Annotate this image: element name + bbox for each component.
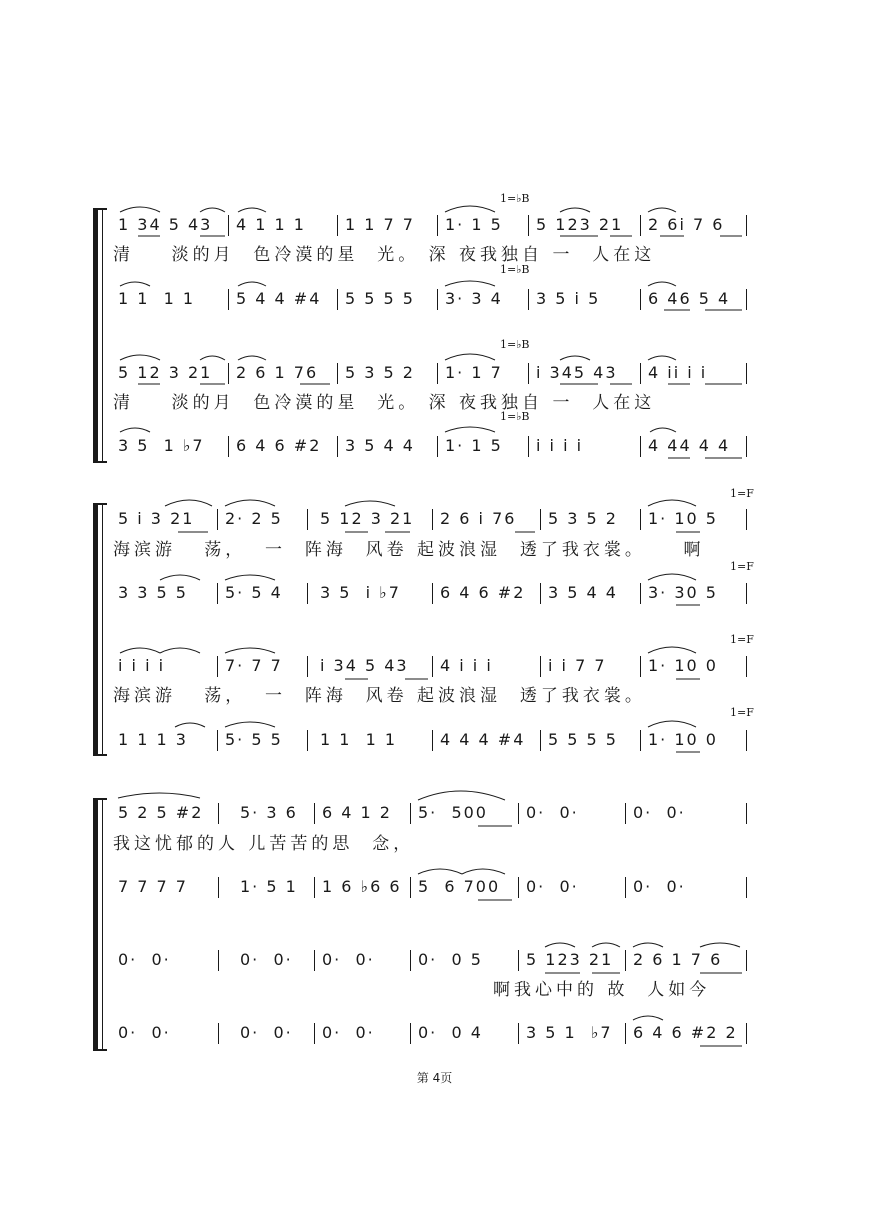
measure: 0· 0· xyxy=(526,803,579,822)
measure: 4 ii i i xyxy=(648,363,708,382)
measure: 5 6 700 xyxy=(418,877,501,896)
key-change-label: 1=♭B xyxy=(500,410,530,423)
lyrics-text: 清 淡的月 色冷漠的星 光。 深 夜我独自 一 人在这 xyxy=(113,393,656,413)
measure: 0· 0· xyxy=(633,877,686,896)
measure: 3 5 4 4 xyxy=(548,583,618,602)
measure: 5 3 5 2 xyxy=(548,509,618,528)
measure: 1 1 1 1 xyxy=(118,289,196,308)
measure: i i i i xyxy=(536,436,584,455)
measure: 4 44 4 4 xyxy=(648,436,731,455)
measure: 4 4 4 #4 xyxy=(440,730,526,749)
measure: 3 3 5 5 xyxy=(118,583,188,602)
measure: 6 4 6 #2 xyxy=(236,436,322,455)
key-change-label: 1=F xyxy=(730,633,754,646)
measure: 4 1 1 1 xyxy=(236,215,306,234)
measure: 5· 500 xyxy=(418,803,488,822)
measure: 3 5 1 ♭7 xyxy=(118,436,205,455)
measure: 1 34 5 43 xyxy=(118,215,213,234)
lyrics-text: 海滨游 荡， 一 阵海 风卷 起波浪湿 透了我衣裳。 xyxy=(113,686,646,706)
measure: 3 5 4 4 xyxy=(345,436,415,455)
measure: 2 6 1 7 6 xyxy=(633,950,723,969)
measure: 0· 0· xyxy=(322,950,375,969)
measure: 2 6 1 76 xyxy=(236,363,319,382)
measure: 5 12 3 21 xyxy=(320,509,415,528)
lyrics-text: 啊我心中的 故 人如今 xyxy=(493,980,711,1000)
measure: 0· 0· xyxy=(240,950,293,969)
measure: 0· 0· xyxy=(633,803,686,822)
measure: 6 4 6 #2 xyxy=(440,583,526,602)
measure: 5 i 3 21 xyxy=(118,509,195,528)
key-change-label: 1=♭B xyxy=(500,338,530,351)
measure: 1 1 1 3 xyxy=(118,730,188,749)
key-change-label: 1=F xyxy=(730,560,754,573)
measure: 3· 3 4 xyxy=(445,289,503,308)
measure: 1 1 1 1 xyxy=(320,730,398,749)
measure: 3 5 i 5 xyxy=(536,289,601,308)
measure: 0· 0· xyxy=(118,1023,171,1042)
measure: 1 1 7 7 xyxy=(345,215,415,234)
measure: 1· 10 0 xyxy=(648,656,718,675)
key-change-label: 1=♭B xyxy=(500,263,530,276)
measure: 7 7 7 7 xyxy=(118,877,188,896)
measure: 5 5 5 5 xyxy=(548,730,618,749)
measure: 1· 1 5 xyxy=(445,436,503,455)
key-change-label: 1=♭B xyxy=(500,192,530,205)
measure: 5· 5 5 xyxy=(225,730,283,749)
key-change-label: 1=F xyxy=(730,487,754,500)
measure: 0· 0· xyxy=(240,1023,293,1042)
measure: 1· 1 7 xyxy=(445,363,503,382)
measure: 2· 2 5 xyxy=(225,509,283,528)
measure: 6 4 1 2 xyxy=(322,803,392,822)
measure: 1· 10 0 xyxy=(648,730,718,749)
measure: 5 2 5 #2 xyxy=(118,803,204,822)
measure: 5 123 21 xyxy=(526,950,614,969)
measure: i i i i xyxy=(118,656,166,675)
measure: 5 4 4 #4 xyxy=(236,289,322,308)
measure: 1 6 ♭6 6 xyxy=(322,877,402,896)
measure: 5 123 21 xyxy=(536,215,624,234)
measure: 4 i i i xyxy=(440,656,493,675)
key-change-label: 1=F xyxy=(730,706,754,719)
measure: 7· 7 7 xyxy=(225,656,283,675)
lyrics-text: 清 淡的月 色冷漠的星 光。 深 夜我独自 一 人在这 xyxy=(113,245,656,265)
measure: 2 6 i 76 xyxy=(440,509,517,528)
measure: 1· 1 5 xyxy=(445,215,503,234)
measure: 5 3 5 2 xyxy=(345,363,415,382)
measure: 0· 0· xyxy=(526,877,579,896)
measure: i 34 5 43 xyxy=(320,656,409,675)
measure: 3 5 i ♭7 xyxy=(320,583,401,602)
measure: i 345 43 xyxy=(536,363,618,382)
lyrics-text: 海滨游 荡， 一 阵海 风卷 起波浪湿 透了我衣裳。 啊 xyxy=(113,540,705,560)
page-number: 第 4页 xyxy=(416,1071,453,1085)
measure: i i 7 7 xyxy=(548,656,607,675)
measure: 1· 5 1 xyxy=(240,877,298,896)
measure: 0· 0 4 xyxy=(418,1023,483,1042)
measure: 1· 10 5 xyxy=(648,509,718,528)
measure: 3· 30 5 xyxy=(648,583,718,602)
measure: 3 5 1 ♭7 xyxy=(526,1023,613,1042)
measure: 5 12 3 21 xyxy=(118,363,213,382)
lyrics-text: 我这忧郁的人 儿苦苦的思 念， xyxy=(113,834,415,854)
measure: 0· 0· xyxy=(118,950,171,969)
measure: 0· 0 5 xyxy=(418,950,483,969)
measure: 6 46 5 4 xyxy=(648,289,731,308)
measure: 6 4 6 #2 2 xyxy=(633,1023,738,1042)
measure: 5· 5 4 xyxy=(225,583,283,602)
measure: 5 5 5 5 xyxy=(345,289,415,308)
measure: 2 6i 7 6 xyxy=(648,215,725,234)
measure: 0· 0· xyxy=(322,1023,375,1042)
measure: 5· 3 6 xyxy=(240,803,298,822)
